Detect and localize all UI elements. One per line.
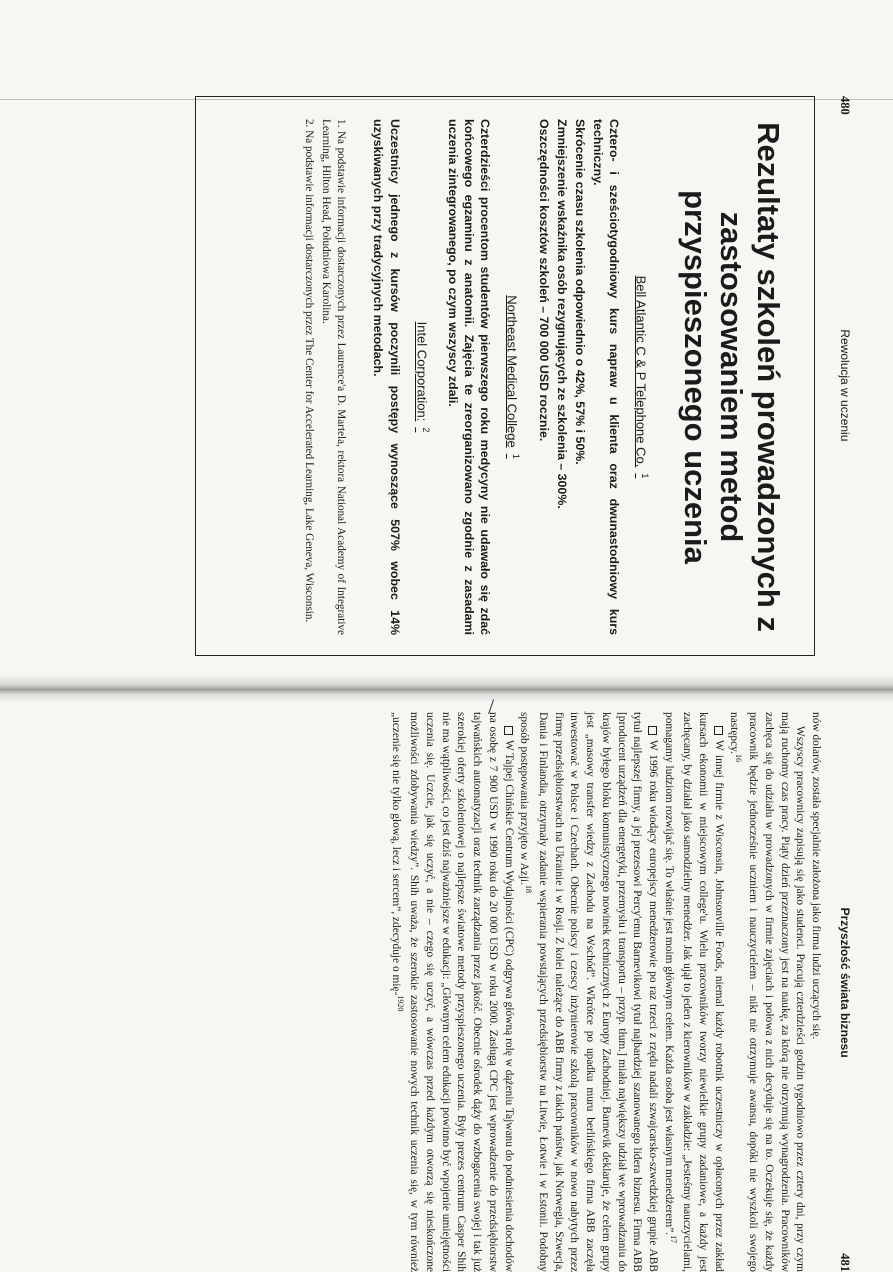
left-page-number: 480 bbox=[838, 96, 852, 115]
page-gutter-shadow bbox=[0, 676, 893, 702]
checkbox-bullet-icon bbox=[714, 726, 723, 735]
left-page bbox=[132, 96, 852, 656]
footnote-ref: 1 bbox=[511, 453, 522, 459]
box-title: Rezultaty szkoleń prowadzonych z zastosowaniem metod przyspieszonego uczenia bbox=[677, 122, 786, 632]
left-running-title: Rewolucja w uczeniu bbox=[838, 329, 852, 442]
northeast-paragraph: Czterdzieści procentom studentów pierwszego roku medycyny nie udawało się zdać końcowego egzaminu z anatomii. Zajęcia te zreorganizowano zgodnie z zasadami uczenia zintegrowanego, po czym wszyscy zdali. bbox=[445, 119, 493, 635]
footnote: 2. Na podstawie informacji dostarczonych przez The Center for Accelerated Learning, Lake Geneva, Wisconsin. bbox=[303, 119, 316, 623]
intel-paragraph: Uczestnicy jednego z kursów poczynili postępy wynoszące 507% wobec 14% uzyskiwanych przy tradycyjnych metodach. bbox=[371, 119, 402, 635]
footnote-ref: 20 bbox=[395, 1003, 405, 1012]
results-box bbox=[195, 96, 815, 656]
right-running-title: Przyszłość świata biznesu bbox=[838, 907, 852, 1058]
right-page bbox=[42, 712, 852, 1272]
left-running-header bbox=[837, 96, 852, 656]
checkbox-bullet-icon bbox=[504, 726, 513, 735]
right-running-header bbox=[837, 712, 852, 1272]
paragraph: nów dolarów, została specjalnie założona jako firma ludzi uczących się. bbox=[810, 712, 822, 1040]
paragraph: Wszyscy pracownicy zapisują się jako studenci. Pracują czterdzieści godzin tygodniowo przez cztery dni, przy czym mają ruchomy czas pracy. Piąty dzień przeznaczony jest na naukę, za którą nie otrzymują wynagrodzenia. Pracowników zachęca się do udziału w prowadzonych w firmie zajęciach i połowa z nich decyduje się na to. Oczekuje się, że każdy pracownik będzie jednocześnie uczniem i nauczycielem – nikt nie otrzymuje awansu, dopóki nie wyszkoli swojego następcy.$^{16}$ bbox=[728, 712, 807, 1272]
right-page-number: 481 bbox=[838, 1253, 852, 1272]
footnote-ref: 17 bbox=[668, 1235, 678, 1244]
bell-paragraph: Cztero- i sześciotygodniowy kurs napraw u klienta oraz dwunastodniowy kurs techniczny. bbox=[590, 119, 622, 635]
bell-paragraph: Zmniejszenie wskaźnika osób rezygnujących ze szkolenia – 300%. bbox=[554, 119, 569, 509]
footnote: 1. Na podstawie informacji dostarczonych przez Laurence'a D. Martela, rektora National Academy of Integrative Learning, Hilton Head, Południowa Karolina. bbox=[320, 119, 348, 635]
footnote-ref: 19 bbox=[395, 995, 405, 1004]
checkbox-bullet-icon bbox=[648, 726, 657, 735]
stray-mark: / bbox=[488, 694, 495, 719]
bell-paragraph: Skrócenie czasu szkolenia odpowiednio o 42%, 57% i 50%. bbox=[572, 119, 587, 465]
footnote-ref: 18 bbox=[524, 885, 534, 894]
bell-paragraph: Oszczędności kosztów szkoleń – 700 000 USD rocznie. bbox=[536, 119, 551, 442]
footnote-ref: 1 bbox=[640, 473, 651, 479]
section-heading-intel: Intel Corporation:$^2$ bbox=[414, 321, 431, 433]
body-text bbox=[387, 712, 823, 1272]
box-footnotes bbox=[301, 119, 348, 635]
section-heading-bell: Bell Atlantic C & P Telephone Co.$^1$ bbox=[633, 275, 651, 479]
bullet-paragraph: W innej firmie z Wisconsin, Johnsonville Foods, niemal każdy robotnik uczestniczy w opłaconych przez zakład kursach ekonomii w miejscowym college'u. Wielu pracowników tworzy niewielkie grupy zadaniowe, a każdy jest zachęcany, by działał jako samodzielny menedżer. Jak ujął to jeden z kierowników w zakładzie: „Jesteśmy nauczycielami, pomagamy ludziom rozwijać się. To właśnie jest moim głównym celem. Każda osoba jest własnym menedżerem”.$^{17}$ bbox=[662, 712, 725, 1272]
footnote-ref: 2 bbox=[420, 427, 431, 433]
bullet-paragraph: W Tajpej Chińskie Centrum Wydajności (CPC) odgrywa główną rolę w dążeniu Tajwanu do podniesienia dochodów na osobę z 7 900 USD w 1990 roku do 20 000 USD w roku 2000. Zasługą CPC jest wprowadzenie do przedsiębiorstw tajwańskich automatyzacji oraz technik zarządzania przez jakość. Obecnie ośrodek dąży do wzbogacenia swojej i tak już szerokiej oferty szkoleniowej o najlepsze światowe metody przyspieszonego uczenia. Były prezes centrum Casper Shih nie ma wątpliwości, co jest dziś najważniejsze w edukacji: „Głównym celem edukacji powinno być wpojenie umiejętności uczenia się. Uczcie, jak się uczyć, a nie – czego się uczyć, a wówczas przed każdym otworzą się nieskończone możliwości zdobywania wiedzy”. Shih uważa, że szerokie zastosowanie nowych technik uczenia się, w tym również „uczenie się nie tylko głową, lecz i sercem”, zdecyduje o mię-$^{1920}$ bbox=[389, 712, 515, 1272]
footnote-ref: 16 bbox=[734, 753, 744, 762]
bullet-paragraph: W 1996 roku wiodący europejscy menedżerowie po raz trzeci z rzędu nadali szwajcarsko-szwedzkiej grupie ABB tytuł najlepszej firmy, a jej prezesowi Percy'emu Barnevikowi tytuł najbardziej szanowanego lidera biznesu. Firma ABB [producent urządzeń dla energetyki, przemysłu i transportu – przyp. tłum.] miała największy udział we wprowadzaniu do krajów byłego bloku komunistycznego nowinek technicznych z Europy Zachodniej. Barnevik deklaruje, że celem grupy jest „masowy transfer wiedzy z Zachodu na Wschód”. Wkrótce po upadku muru berlińskiego firma ABB zaczęła inwestować w Polsce i Czechach. Obecnie polscy i czescy inżynierowie szkolą pracowników w nowo nabytych przez firmę przedsiębiorstwach na Ukrainie i w Rosji. Z kolei należące do ABB firmy z takich państw, jak Norwegia, Szwecja, Dania i Finlandia, otrzymały zadanie wspierania powstających przedsiębiorstw na Litwie, Łotwie i w Estonii. Podobny sposób postępowania przyjęto w Azji.$^{18}$ bbox=[518, 712, 660, 1272]
section-heading-northeast: Northeast Medical College$^1$ bbox=[505, 295, 522, 459]
